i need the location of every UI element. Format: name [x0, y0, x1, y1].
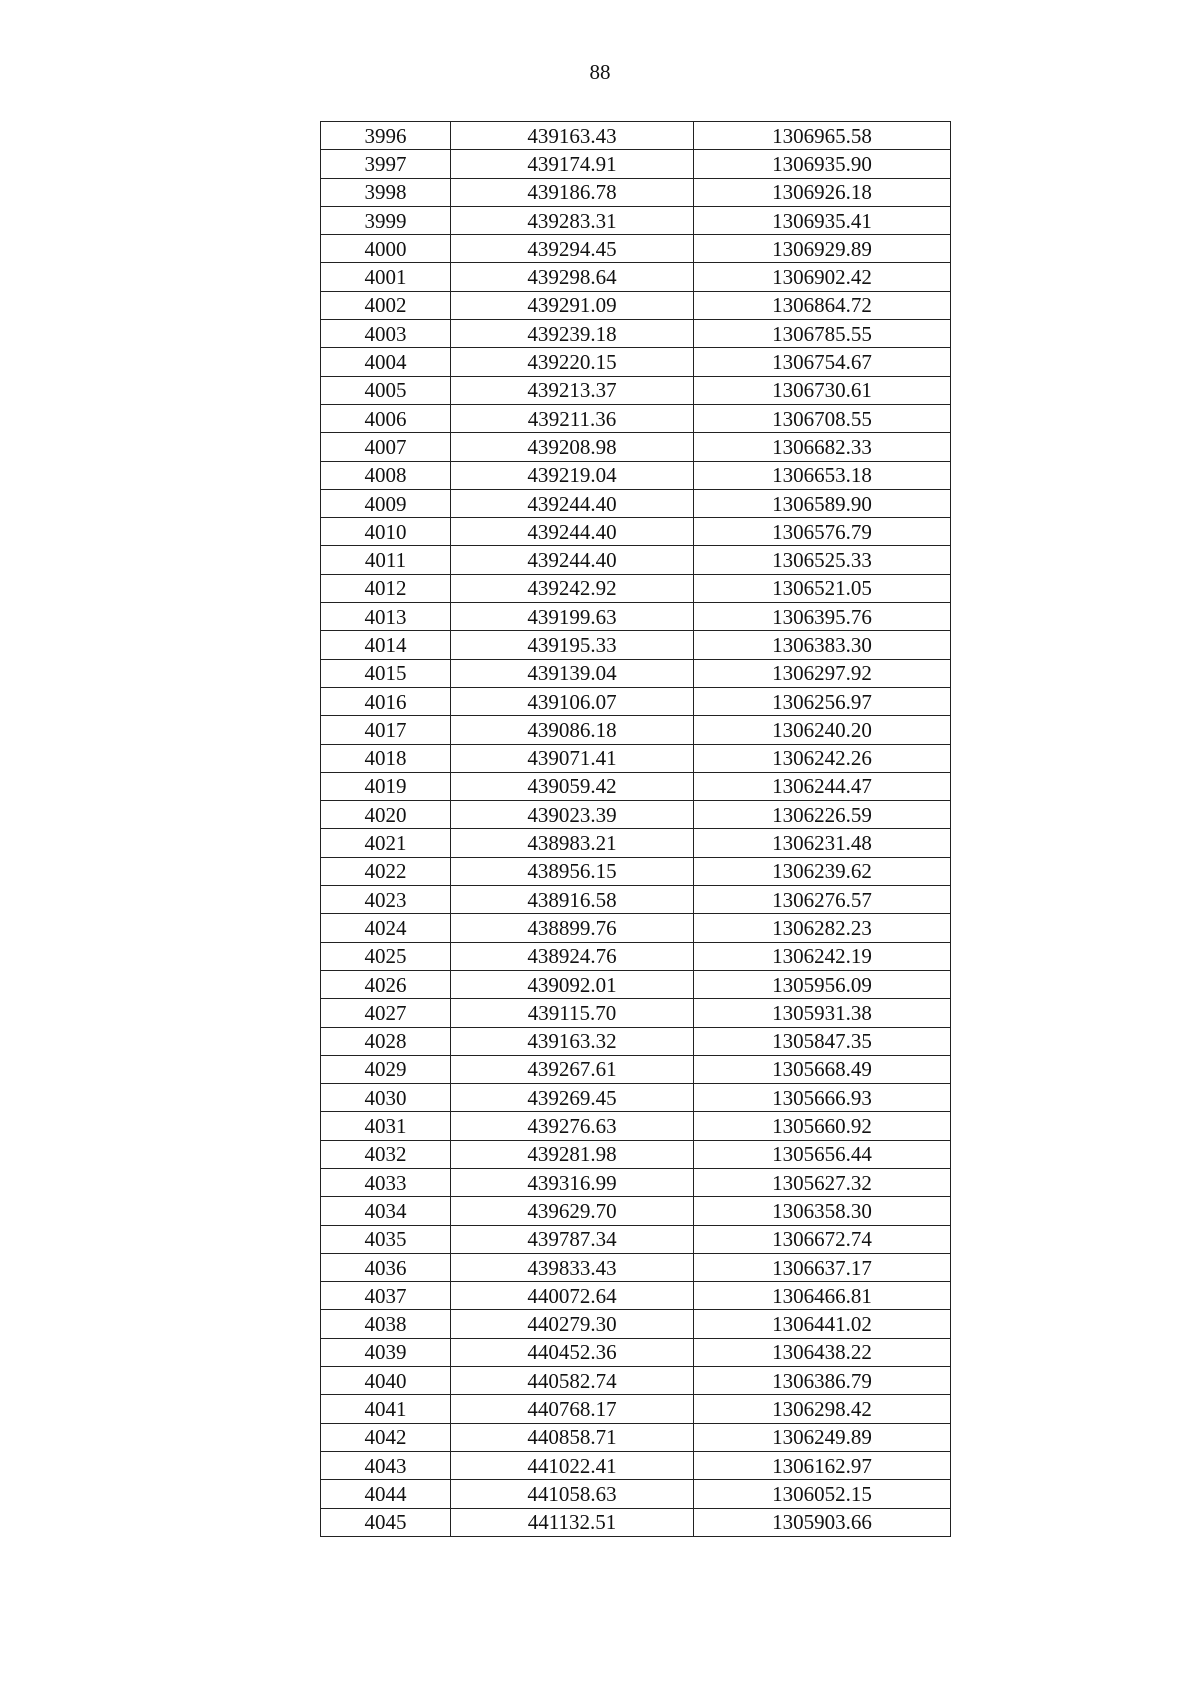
point-number-cell: 4032 — [321, 1140, 451, 1168]
y-coordinate-cell: 1305668.49 — [694, 1055, 951, 1083]
point-number-cell: 4038 — [321, 1310, 451, 1338]
x-coordinate-cell: 439294.45 — [451, 235, 694, 263]
point-number-cell: 4020 — [321, 801, 451, 829]
y-coordinate-cell: 1306672.74 — [694, 1225, 951, 1253]
y-coordinate-cell: 1306682.33 — [694, 433, 951, 461]
table-row — [321, 631, 951, 659]
point-number-cell: 4024 — [321, 914, 451, 942]
x-coordinate-cell: 439208.98 — [451, 433, 694, 461]
y-coordinate-cell: 1306576.79 — [694, 518, 951, 546]
table-row — [321, 687, 951, 715]
table-row — [321, 1423, 951, 1451]
y-coordinate-cell: 1306297.92 — [694, 659, 951, 687]
x-coordinate-cell: 439316.99 — [451, 1168, 694, 1196]
table-row — [321, 1084, 951, 1112]
x-coordinate-cell: 440858.71 — [451, 1423, 694, 1451]
table-row — [321, 886, 951, 914]
x-coordinate-cell: 439298.64 — [451, 263, 694, 291]
x-coordinate-cell: 440582.74 — [451, 1367, 694, 1395]
x-coordinate-cell: 439244.40 — [451, 546, 694, 574]
point-number-cell: 4001 — [321, 263, 451, 291]
point-number-cell: 4035 — [321, 1225, 451, 1253]
y-coordinate-cell: 1306276.57 — [694, 886, 951, 914]
x-coordinate-cell: 439239.18 — [451, 320, 694, 348]
point-number-cell: 4015 — [321, 659, 451, 687]
y-coordinate-cell: 1305656.44 — [694, 1140, 951, 1168]
table-row — [321, 970, 951, 998]
table-row — [321, 772, 951, 800]
point-number-cell: 4036 — [321, 1253, 451, 1281]
x-coordinate-cell: 439269.45 — [451, 1084, 694, 1112]
table-row — [321, 518, 951, 546]
x-coordinate-cell: 439833.43 — [451, 1253, 694, 1281]
table-row — [321, 1451, 951, 1479]
table-row — [321, 574, 951, 602]
point-number-cell: 4021 — [321, 829, 451, 857]
y-coordinate-cell: 1306785.55 — [694, 320, 951, 348]
x-coordinate-cell: 439281.98 — [451, 1140, 694, 1168]
table-row — [321, 489, 951, 517]
y-coordinate-cell: 1305660.92 — [694, 1112, 951, 1140]
point-number-cell: 4027 — [321, 999, 451, 1027]
table-row — [321, 291, 951, 319]
table-row — [321, 1338, 951, 1366]
y-coordinate-cell: 1306466.81 — [694, 1282, 951, 1310]
point-number-cell: 4010 — [321, 518, 451, 546]
table-row — [321, 999, 951, 1027]
table-row — [321, 235, 951, 263]
y-coordinate-cell: 1306864.72 — [694, 291, 951, 319]
x-coordinate-cell: 439106.07 — [451, 687, 694, 715]
y-coordinate-cell: 1306249.89 — [694, 1423, 951, 1451]
table-row — [321, 1282, 951, 1310]
page-number: 88 — [589, 60, 611, 84]
point-number-cell: 4022 — [321, 857, 451, 885]
point-number-cell: 4042 — [321, 1423, 451, 1451]
point-number-cell: 3999 — [321, 206, 451, 234]
x-coordinate-cell: 439059.42 — [451, 772, 694, 800]
x-coordinate-cell: 439220.15 — [451, 348, 694, 376]
x-coordinate-cell: 439787.34 — [451, 1225, 694, 1253]
point-number-cell: 4005 — [321, 376, 451, 404]
point-number-cell: 4045 — [321, 1508, 451, 1536]
x-coordinate-cell: 441132.51 — [451, 1508, 694, 1536]
table-row — [321, 206, 951, 234]
table-row — [321, 1480, 951, 1508]
point-number-cell: 4018 — [321, 744, 451, 772]
table-row — [321, 1395, 951, 1423]
table-row — [321, 1225, 951, 1253]
coordinates-table — [320, 121, 951, 1537]
point-number-cell: 4041 — [321, 1395, 451, 1423]
x-coordinate-cell: 439139.04 — [451, 659, 694, 687]
y-coordinate-cell: 1306242.19 — [694, 942, 951, 970]
point-number-cell: 4013 — [321, 603, 451, 631]
point-number-cell: 4016 — [321, 687, 451, 715]
y-coordinate-cell: 1306708.55 — [694, 404, 951, 432]
y-coordinate-cell: 1306242.26 — [694, 744, 951, 772]
x-coordinate-cell: 439199.63 — [451, 603, 694, 631]
table-row — [321, 376, 951, 404]
table-row — [321, 603, 951, 631]
table-row — [321, 1027, 951, 1055]
x-coordinate-cell: 439244.40 — [451, 489, 694, 517]
x-coordinate-cell: 439244.40 — [451, 518, 694, 546]
table-row — [321, 348, 951, 376]
y-coordinate-cell: 1306730.61 — [694, 376, 951, 404]
x-coordinate-cell: 439211.36 — [451, 404, 694, 432]
y-coordinate-cell: 1306935.41 — [694, 206, 951, 234]
point-number-cell: 4002 — [321, 291, 451, 319]
table-row — [321, 857, 951, 885]
point-number-cell: 4030 — [321, 1084, 451, 1112]
y-coordinate-cell: 1306965.58 — [694, 122, 951, 150]
table-row — [321, 914, 951, 942]
y-coordinate-cell: 1306383.30 — [694, 631, 951, 659]
y-coordinate-cell: 1306935.90 — [694, 150, 951, 178]
x-coordinate-cell: 439115.70 — [451, 999, 694, 1027]
x-coordinate-cell: 439163.43 — [451, 122, 694, 150]
point-number-cell: 4023 — [321, 886, 451, 914]
y-coordinate-cell: 1306231.48 — [694, 829, 951, 857]
x-coordinate-cell: 439213.37 — [451, 376, 694, 404]
point-number-cell: 3996 — [321, 122, 451, 150]
point-number-cell: 4003 — [321, 320, 451, 348]
x-coordinate-cell: 441058.63 — [451, 1480, 694, 1508]
point-number-cell: 4026 — [321, 970, 451, 998]
table-row — [321, 1253, 951, 1281]
y-coordinate-cell: 1305666.93 — [694, 1084, 951, 1112]
y-coordinate-cell: 1306282.23 — [694, 914, 951, 942]
x-coordinate-cell: 438924.76 — [451, 942, 694, 970]
point-number-cell: 4029 — [321, 1055, 451, 1083]
table-row — [321, 829, 951, 857]
y-coordinate-cell: 1305956.09 — [694, 970, 951, 998]
point-number-cell: 4025 — [321, 942, 451, 970]
table-row — [321, 942, 951, 970]
table-row — [321, 1140, 951, 1168]
table-row — [321, 461, 951, 489]
point-number-cell: 4040 — [321, 1367, 451, 1395]
y-coordinate-cell: 1306902.42 — [694, 263, 951, 291]
table-row — [321, 1508, 951, 1536]
table-row — [321, 150, 951, 178]
y-coordinate-cell: 1306162.97 — [694, 1451, 951, 1479]
table-row — [321, 659, 951, 687]
x-coordinate-cell: 439291.09 — [451, 291, 694, 319]
x-coordinate-cell: 439071.41 — [451, 744, 694, 772]
y-coordinate-cell: 1306395.76 — [694, 603, 951, 631]
point-number-cell: 4043 — [321, 1451, 451, 1479]
x-coordinate-cell: 441022.41 — [451, 1451, 694, 1479]
table-row — [321, 404, 951, 432]
y-coordinate-cell: 1306438.22 — [694, 1338, 951, 1366]
y-coordinate-cell: 1306525.33 — [694, 546, 951, 574]
x-coordinate-cell: 440279.30 — [451, 1310, 694, 1338]
point-number-cell: 4031 — [321, 1112, 451, 1140]
x-coordinate-cell: 440072.64 — [451, 1282, 694, 1310]
point-number-cell: 3997 — [321, 150, 451, 178]
x-coordinate-cell: 440768.17 — [451, 1395, 694, 1423]
y-coordinate-cell: 1306256.97 — [694, 687, 951, 715]
y-coordinate-cell: 1306240.20 — [694, 716, 951, 744]
y-coordinate-cell: 1306929.89 — [694, 235, 951, 263]
table-row — [321, 1367, 951, 1395]
y-coordinate-cell: 1305627.32 — [694, 1168, 951, 1196]
table-row — [321, 1055, 951, 1083]
point-number-cell: 4017 — [321, 716, 451, 744]
point-number-cell: 4007 — [321, 433, 451, 461]
point-number-cell: 4012 — [321, 574, 451, 602]
y-coordinate-cell: 1306244.47 — [694, 772, 951, 800]
x-coordinate-cell: 439219.04 — [451, 461, 694, 489]
point-number-cell: 4000 — [321, 235, 451, 263]
point-number-cell: 4006 — [321, 404, 451, 432]
point-number-cell: 4011 — [321, 546, 451, 574]
y-coordinate-cell: 1306052.15 — [694, 1480, 951, 1508]
x-coordinate-cell: 438916.58 — [451, 886, 694, 914]
table-row — [321, 1168, 951, 1196]
x-coordinate-cell: 439186.78 — [451, 178, 694, 206]
x-coordinate-cell: 439242.92 — [451, 574, 694, 602]
y-coordinate-cell: 1306298.42 — [694, 1395, 951, 1423]
table-row — [321, 801, 951, 829]
point-number-cell: 4039 — [321, 1338, 451, 1366]
x-coordinate-cell: 439276.63 — [451, 1112, 694, 1140]
y-coordinate-cell: 1305931.38 — [694, 999, 951, 1027]
x-coordinate-cell: 439163.32 — [451, 1027, 694, 1055]
table-row — [321, 1310, 951, 1338]
table-row — [321, 546, 951, 574]
x-coordinate-cell: 439174.91 — [451, 150, 694, 178]
y-coordinate-cell: 1306226.59 — [694, 801, 951, 829]
x-coordinate-cell: 438899.76 — [451, 914, 694, 942]
table-row — [321, 178, 951, 206]
coordinates-table-body — [321, 122, 951, 1537]
x-coordinate-cell: 439267.61 — [451, 1055, 694, 1083]
x-coordinate-cell: 438956.15 — [451, 857, 694, 885]
point-number-cell: 4009 — [321, 489, 451, 517]
y-coordinate-cell: 1306239.62 — [694, 857, 951, 885]
x-coordinate-cell: 439092.01 — [451, 970, 694, 998]
point-number-cell: 4033 — [321, 1168, 451, 1196]
table-row — [321, 320, 951, 348]
y-coordinate-cell: 1306358.30 — [694, 1197, 951, 1225]
table-row — [321, 122, 951, 150]
point-number-cell: 3998 — [321, 178, 451, 206]
point-number-cell: 4028 — [321, 1027, 451, 1055]
table-row — [321, 433, 951, 461]
point-number-cell: 4037 — [321, 1282, 451, 1310]
x-coordinate-cell: 439195.33 — [451, 631, 694, 659]
x-coordinate-cell: 438983.21 — [451, 829, 694, 857]
y-coordinate-cell: 1306441.02 — [694, 1310, 951, 1338]
table-row — [321, 263, 951, 291]
y-coordinate-cell: 1306653.18 — [694, 461, 951, 489]
table-row — [321, 1197, 951, 1225]
y-coordinate-cell: 1306926.18 — [694, 178, 951, 206]
y-coordinate-cell: 1305847.35 — [694, 1027, 951, 1055]
table-row — [321, 716, 951, 744]
table-row — [321, 1112, 951, 1140]
point-number-cell: 4019 — [321, 772, 451, 800]
x-coordinate-cell: 439086.18 — [451, 716, 694, 744]
point-number-cell: 4034 — [321, 1197, 451, 1225]
x-coordinate-cell: 439023.39 — [451, 801, 694, 829]
y-coordinate-cell: 1306589.90 — [694, 489, 951, 517]
y-coordinate-cell: 1306754.67 — [694, 348, 951, 376]
point-number-cell: 4014 — [321, 631, 451, 659]
x-coordinate-cell: 440452.36 — [451, 1338, 694, 1366]
x-coordinate-cell: 439629.70 — [451, 1197, 694, 1225]
table-row — [321, 744, 951, 772]
y-coordinate-cell: 1306637.17 — [694, 1253, 951, 1281]
y-coordinate-cell: 1305903.66 — [694, 1508, 951, 1536]
point-number-cell: 4008 — [321, 461, 451, 489]
y-coordinate-cell: 1306386.79 — [694, 1367, 951, 1395]
point-number-cell: 4044 — [321, 1480, 451, 1508]
x-coordinate-cell: 439283.31 — [451, 206, 694, 234]
y-coordinate-cell: 1306521.05 — [694, 574, 951, 602]
point-number-cell: 4004 — [321, 348, 451, 376]
